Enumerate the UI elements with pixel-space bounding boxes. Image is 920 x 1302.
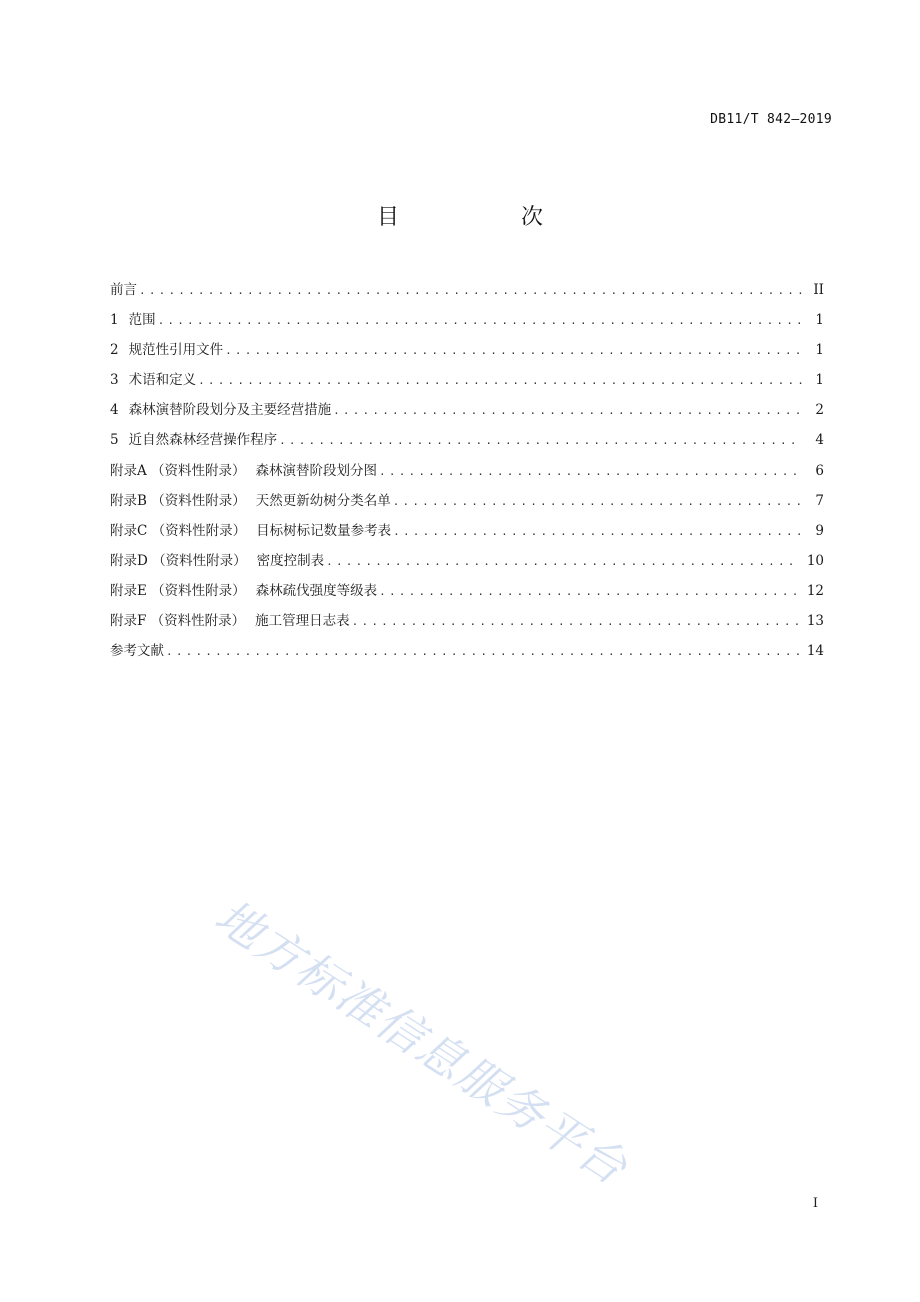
toc-leader-dots — [158, 311, 802, 331]
toc-entry-label: 附录E （资料性附录） 森林疏伐强度等级表 — [110, 582, 378, 599]
toc-entry-scope[interactable] — [110, 310, 824, 340]
toc-entry-page: 13 — [806, 613, 824, 630]
toc-entry-appendix-c[interactable] — [110, 521, 824, 551]
toc-entry-page: 14 — [806, 643, 824, 660]
toc-entry-appendix-e[interactable] — [110, 581, 824, 611]
toc-entry-page: 1 — [815, 372, 824, 389]
toc-entry-label: 参考文献 — [110, 643, 164, 660]
toc-entry-appendix-b[interactable] — [110, 491, 824, 521]
table-of-contents — [110, 280, 824, 671]
toc-entry-terms-definitions[interactable] — [110, 370, 824, 400]
toc-entry-page: 10 — [806, 552, 824, 569]
toc-title: 目 次 — [376, 205, 593, 230]
toc-entry-page: 6 — [815, 462, 824, 479]
toc-leader-dots — [279, 431, 802, 451]
toc-entry-label: 附录A （资料性附录） 森林演替阶段划分图 — [110, 462, 378, 479]
toc-entry-label: 附录F （资料性附录） 施工管理日志表 — [110, 613, 350, 630]
toc-leader-dots — [198, 371, 802, 391]
watermark: 地方标准信息服务平台 — [205, 888, 638, 1196]
toc-entry-label: 前言 — [110, 282, 137, 298]
toc-entry-label: 5 近自然森林经营操作程序 — [110, 432, 278, 449]
toc-entry-label: 附录D （资料性附录） 密度控制表 — [110, 552, 325, 569]
toc-entry-page: 12 — [806, 582, 824, 599]
toc-entry-normative-references[interactable] — [110, 340, 824, 370]
toc-leader-dots — [352, 612, 799, 632]
toc-leader-dots — [333, 401, 802, 421]
toc-leader-dots — [379, 582, 799, 602]
toc-entry-label: 附录B （资料性附录） 天然更新幼树分类名单 — [110, 492, 391, 509]
toc-entry-page: 7 — [815, 492, 824, 509]
toc-entry-page: 4 — [815, 432, 824, 449]
toc-entry-label: 4 森林演替阶段划分及主要经营措施 — [110, 402, 332, 419]
toc-leader-dots — [166, 642, 799, 662]
toc-entry-bibliography[interactable] — [110, 641, 824, 671]
toc-leader-dots — [225, 341, 802, 361]
toc-leader-dots — [393, 522, 802, 542]
toc-entry-label: 1 范围 — [110, 312, 156, 329]
toc-entry-operating-procedure[interactable] — [110, 430, 824, 460]
toc-entry-appendix-f[interactable] — [110, 611, 824, 641]
toc-entry-page: 9 — [815, 522, 824, 539]
toc-entry-foreword[interactable] — [110, 280, 824, 310]
toc-leader-dots — [379, 462, 802, 482]
toc-leader-dots — [326, 552, 799, 572]
document-code: DB11/T 842—2019 — [710, 112, 832, 127]
toc-entry-label: 2 规范性引用文件 — [110, 342, 224, 359]
toc-entry-succession-stages[interactable] — [110, 400, 824, 430]
toc-entry-label: 3 术语和定义 — [110, 372, 197, 389]
toc-leader-dots — [139, 281, 802, 301]
toc-entry-page: II — [813, 282, 824, 298]
toc-entry-page: 1 — [815, 342, 824, 359]
toc-leader-dots — [393, 492, 802, 512]
toc-entry-appendix-d[interactable] — [110, 551, 824, 581]
page-number: I — [812, 1196, 818, 1211]
toc-entry-appendix-a[interactable] — [110, 461, 824, 491]
toc-entry-page: 2 — [815, 402, 824, 419]
toc-entry-label: 附录C （资料性附录） 目标树标记数量参考表 — [110, 522, 392, 539]
toc-entry-page: 1 — [815, 312, 824, 329]
